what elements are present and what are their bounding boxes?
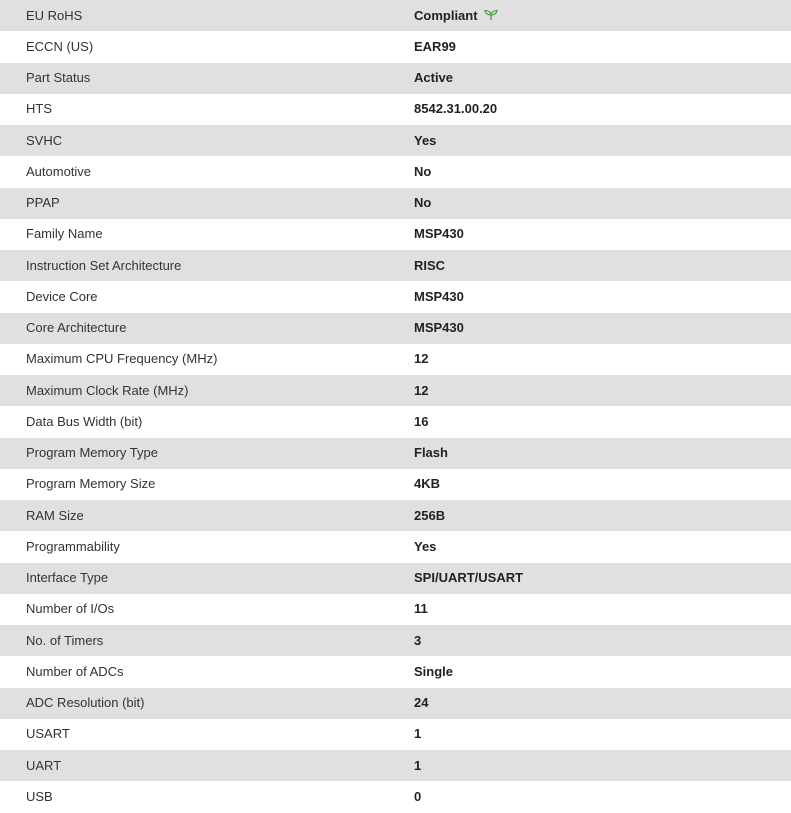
spec-value: MSP430	[414, 226, 464, 242]
spec-name: USART	[26, 726, 70, 742]
spec-value: 11	[414, 601, 428, 617]
spec-value: 4KB	[414, 476, 441, 492]
spec-value: Flash	[414, 445, 448, 461]
spec-value: 16	[414, 413, 429, 429]
spec-name: Maximum CPU Frequency (MHz)	[26, 351, 218, 367]
spec-value: Yes	[414, 132, 437, 148]
spec-name: UART	[26, 757, 62, 773]
spec-value: 1	[414, 757, 422, 773]
spec-row-program-memory-size	[0, 469, 791, 500]
spec-name: Device Core	[26, 288, 98, 304]
spec-name: EU RoHS	[26, 7, 83, 23]
spec-row-eu-rohs	[0, 0, 791, 31]
spec-value: 24	[414, 695, 429, 711]
spec-name: Instruction Set Architecture	[26, 257, 182, 273]
spec-value: Yes	[414, 538, 437, 554]
spec-row-usb	[0, 781, 791, 812]
spec-row-part-status	[0, 63, 791, 94]
spec-name: Number of I/Os	[26, 601, 115, 617]
spec-value: MSP430	[414, 320, 464, 336]
spec-value: No	[414, 163, 432, 179]
spec-value: SPI/UART/USART	[414, 570, 524, 586]
spec-row-max-cpu-frequency	[0, 344, 791, 375]
spec-value: No	[414, 195, 432, 211]
spec-row-data-bus-width	[0, 406, 791, 437]
spec-name: No. of Timers	[26, 632, 104, 648]
spec-row-ram-size	[0, 500, 791, 531]
spec-name: PPAP	[26, 195, 60, 211]
spec-row-device-core	[0, 281, 791, 312]
spec-value: RISC	[414, 257, 446, 273]
spec-value: 8542.31.00.20	[414, 101, 498, 117]
spec-name: Number of ADCs	[26, 663, 124, 679]
spec-name: Interface Type	[26, 570, 109, 586]
spec-name: RAM Size	[26, 507, 84, 523]
spec-name: Part Status	[26, 70, 91, 86]
spec-name: Maximum Clock Rate (MHz)	[26, 382, 189, 398]
spec-row-program-memory-type	[0, 438, 791, 469]
spec-name: Programmability	[26, 538, 120, 554]
spec-name: ECCN (US)	[26, 38, 94, 54]
spec-name: USB	[26, 788, 53, 804]
leaf-icon	[484, 9, 498, 21]
spec-value: 1	[414, 726, 422, 742]
spec-name: Family Name	[26, 226, 103, 242]
spec-row-uart	[0, 750, 791, 781]
spec-value	[414, 0, 791, 31]
spec-row-max-clock-rate	[0, 375, 791, 406]
spec-row-ppap	[0, 188, 791, 219]
spec-name: ADC Resolution (bit)	[26, 695, 145, 711]
spec-row-core-architecture	[0, 313, 791, 344]
spec-row-automotive	[0, 156, 791, 187]
spec-name: Core Architecture	[26, 320, 127, 336]
spec-name: Automotive	[26, 163, 92, 179]
spec-name: Program Memory Size	[26, 476, 156, 492]
spec-row-programmability	[0, 531, 791, 562]
spec-row-interface-type	[0, 563, 791, 594]
spec-name: SVHC	[26, 132, 63, 148]
spec-value: 3	[414, 632, 422, 648]
spec-value-text: Compliant	[414, 7, 478, 23]
spec-value: Single	[414, 663, 454, 679]
spec-name: Data Bus Width (bit)	[26, 413, 143, 429]
spec-row-svhc	[0, 125, 791, 156]
spec-row-adc-resolution	[0, 688, 791, 719]
spec-row-hts	[0, 94, 791, 125]
spec-value: 12	[414, 351, 429, 367]
spec-value: EAR99	[414, 38, 456, 54]
spec-row-number-of-timers	[0, 625, 791, 656]
spec-name: Program Memory Type	[26, 445, 158, 461]
spec-value: 0	[414, 788, 422, 804]
spec-value: 256B	[414, 507, 446, 523]
spec-row-family-name	[0, 219, 791, 250]
spec-value: MSP430	[414, 288, 464, 304]
spec-row-isa	[0, 250, 791, 281]
spec-row-number-of-adcs	[0, 656, 791, 687]
spec-value: Active	[414, 70, 454, 86]
spec-row-number-of-ios	[0, 594, 791, 625]
spec-value: 12	[414, 382, 429, 398]
spec-row-eccn	[0, 31, 791, 62]
spec-row-usart	[0, 719, 791, 750]
spec-name: HTS	[26, 101, 52, 117]
